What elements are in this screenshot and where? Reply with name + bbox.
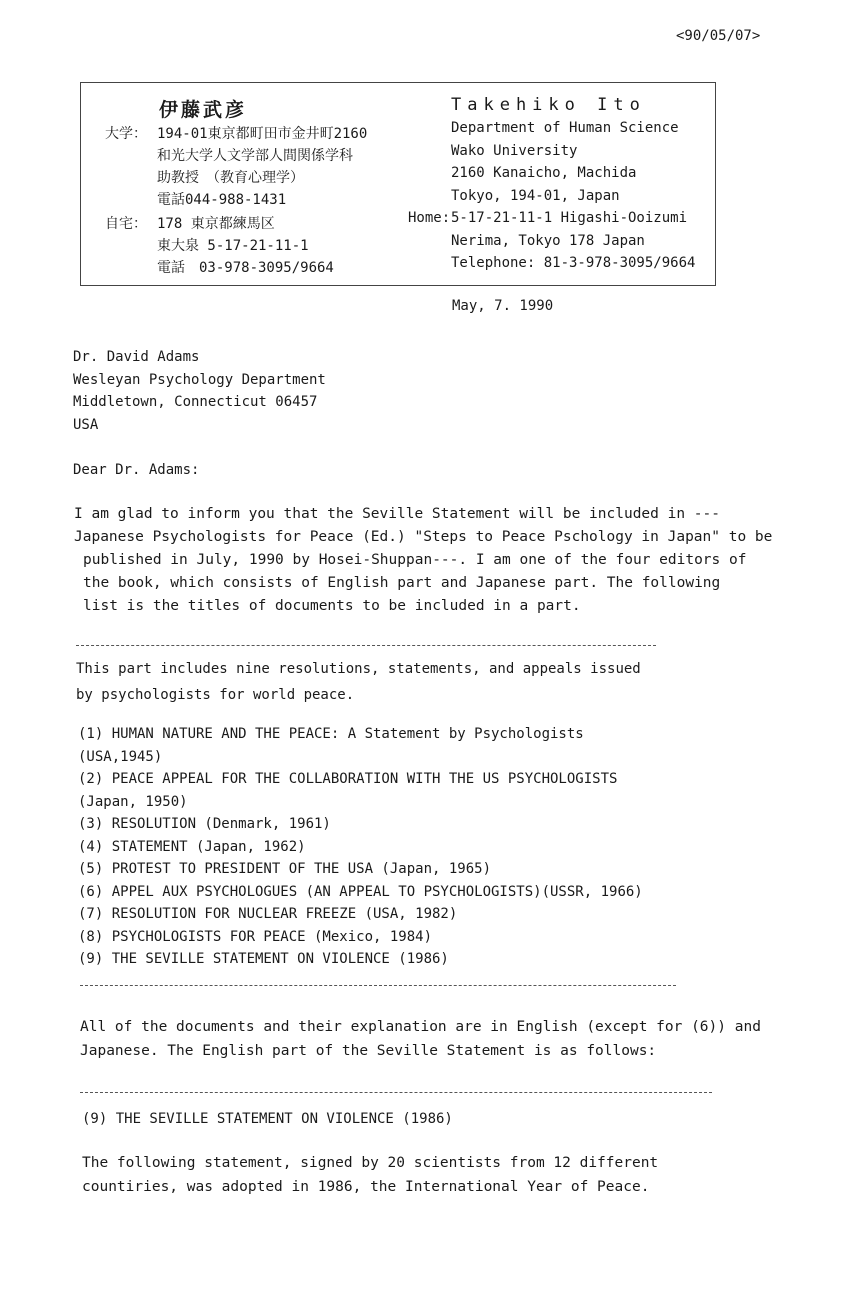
- paragraph-line: countiries, was adopted in 1986, the International Year of Peace.: [82, 1179, 650, 1195]
- document-item: (4) STATEMENT (Japan, 1962): [78, 838, 306, 855]
- paragraph-line: All of the documents and their explanation are in English (except for (6)) and: [80, 1019, 761, 1035]
- part-intro: [76, 656, 641, 708]
- letterhead-box: [80, 82, 716, 286]
- paragraph-intro: [74, 503, 772, 618]
- home-phone-jp: 電話 03-978-3095/9664: [157, 260, 334, 276]
- document-item: (2) PEACE APPEAL FOR THE COLLABORATION WITH THE US PSYCHOLOGISTS: [78, 771, 618, 787]
- dashed-separator: [80, 1092, 712, 1093]
- paragraph-line: published in July, 1990 by Hosei-Shuppan---. I am one of the four editors of: [83, 552, 747, 568]
- document-item: (8) PSYCHOLOGISTS FOR PEACE (Mexico, 1984): [78, 928, 433, 945]
- home-label-jp: 自宅：: [105, 216, 147, 232]
- phone-jp: 電話044-988-1431: [157, 192, 287, 208]
- document-item: (7) RESOLUTION FOR NUCLEAR FREEZE (USA, 1982): [78, 906, 458, 922]
- salutation-text: Dear Dr. Adams:: [73, 462, 200, 478]
- intro-line: This part includes nine resolutions, statements, and appeals issued: [76, 661, 641, 677]
- seville-heading: [82, 1108, 453, 1131]
- home-address1-jp: 178 東京都練馬区: [157, 216, 275, 232]
- document-item: (USA,1945): [78, 748, 163, 765]
- university-address-jp: 194-01東京都町田市金井町2160: [157, 126, 368, 142]
- city-en: Tokyo, 194-01, Japan: [451, 188, 620, 204]
- document-item: (1) HUMAN NATURE AND THE PEACE: A Statement by Psychologists: [78, 726, 584, 742]
- document-item: (Japan, 1950): [78, 793, 188, 810]
- position-jp: 助教授 （教育心理学）: [157, 170, 304, 186]
- paragraph-languages: [80, 1015, 761, 1063]
- paragraph-line: list is the titles of documents to be included in a part.: [83, 598, 581, 614]
- letter-date: May, 7. 1990: [452, 298, 554, 314]
- home-address2-jp: 東大泉 5-17-21-11-1: [157, 238, 309, 254]
- document-item: (3) RESOLUTION (Denmark, 1961): [78, 816, 331, 832]
- recipient-line: Wesleyan Psychology Department: [73, 371, 326, 388]
- reference-code: <90/05/07>: [676, 28, 761, 44]
- paragraph-line: the book, which consists of English part and Japanese part. The following: [83, 575, 721, 591]
- department-jp: 和光大学人文学部人間関係学科: [157, 148, 353, 164]
- salutation: [73, 459, 199, 482]
- document-list: [78, 723, 643, 971]
- paragraph-line: I am glad to inform you that the Seville Statement will be included in ---: [74, 506, 721, 522]
- dashed-separator: [80, 985, 676, 986]
- paragraph-line: The following statement, signed by 20 scientists from 12 different: [82, 1155, 659, 1171]
- university-en: Wako University: [451, 143, 578, 159]
- intro-line: by psychologists for world peace.: [76, 687, 355, 703]
- document-item: (5) PROTEST TO PRESIDENT OF THE USA (Japan, 1965): [78, 861, 492, 877]
- paragraph-line: Japanese Psychologists for Peace (Ed.) "Steps to Peace Pschology in Japan" to be: [74, 529, 773, 545]
- department-en: Department of Human Science: [451, 120, 679, 136]
- section-heading: (9) THE SEVILLE STATEMENT ON VIOLENCE (1986): [82, 1111, 453, 1127]
- home-address2-en: Nerima, Tokyo 178 Japan: [451, 233, 645, 249]
- recipient-line: Dr. David Adams: [73, 349, 200, 365]
- sender-name-en: Takehiko Ito: [451, 95, 646, 115]
- paragraph-seville: [82, 1151, 658, 1199]
- telephone-en: Telephone: 81-3-978-3095/9664: [451, 255, 696, 271]
- sender-name-jp: 伊藤武彦: [159, 99, 248, 121]
- document-item: (9) THE SEVILLE STATEMENT ON VIOLENCE (1986): [78, 951, 449, 967]
- home-label-en: Home:: [408, 210, 451, 226]
- recipient-address: [73, 346, 326, 436]
- university-label-jp: 大学：: [105, 126, 147, 142]
- recipient-line: USA: [73, 416, 99, 433]
- dashed-separator: [76, 645, 656, 646]
- home-address1-en: 5-17-21-11-1 Higashi-Ooizumi: [451, 210, 688, 226]
- paragraph-line: Japanese. The English part of the Seville Statement is as follows:: [80, 1043, 657, 1059]
- street-en: 2160 Kanaicho, Machida: [451, 165, 637, 181]
- document-item: (6) APPEL AUX PSYCHOLOGUES (AN APPEAL TO PSYCHOLOGISTS)(USSR, 1966): [78, 883, 643, 900]
- recipient-line: Middletown, Connecticut 06457: [73, 394, 318, 410]
